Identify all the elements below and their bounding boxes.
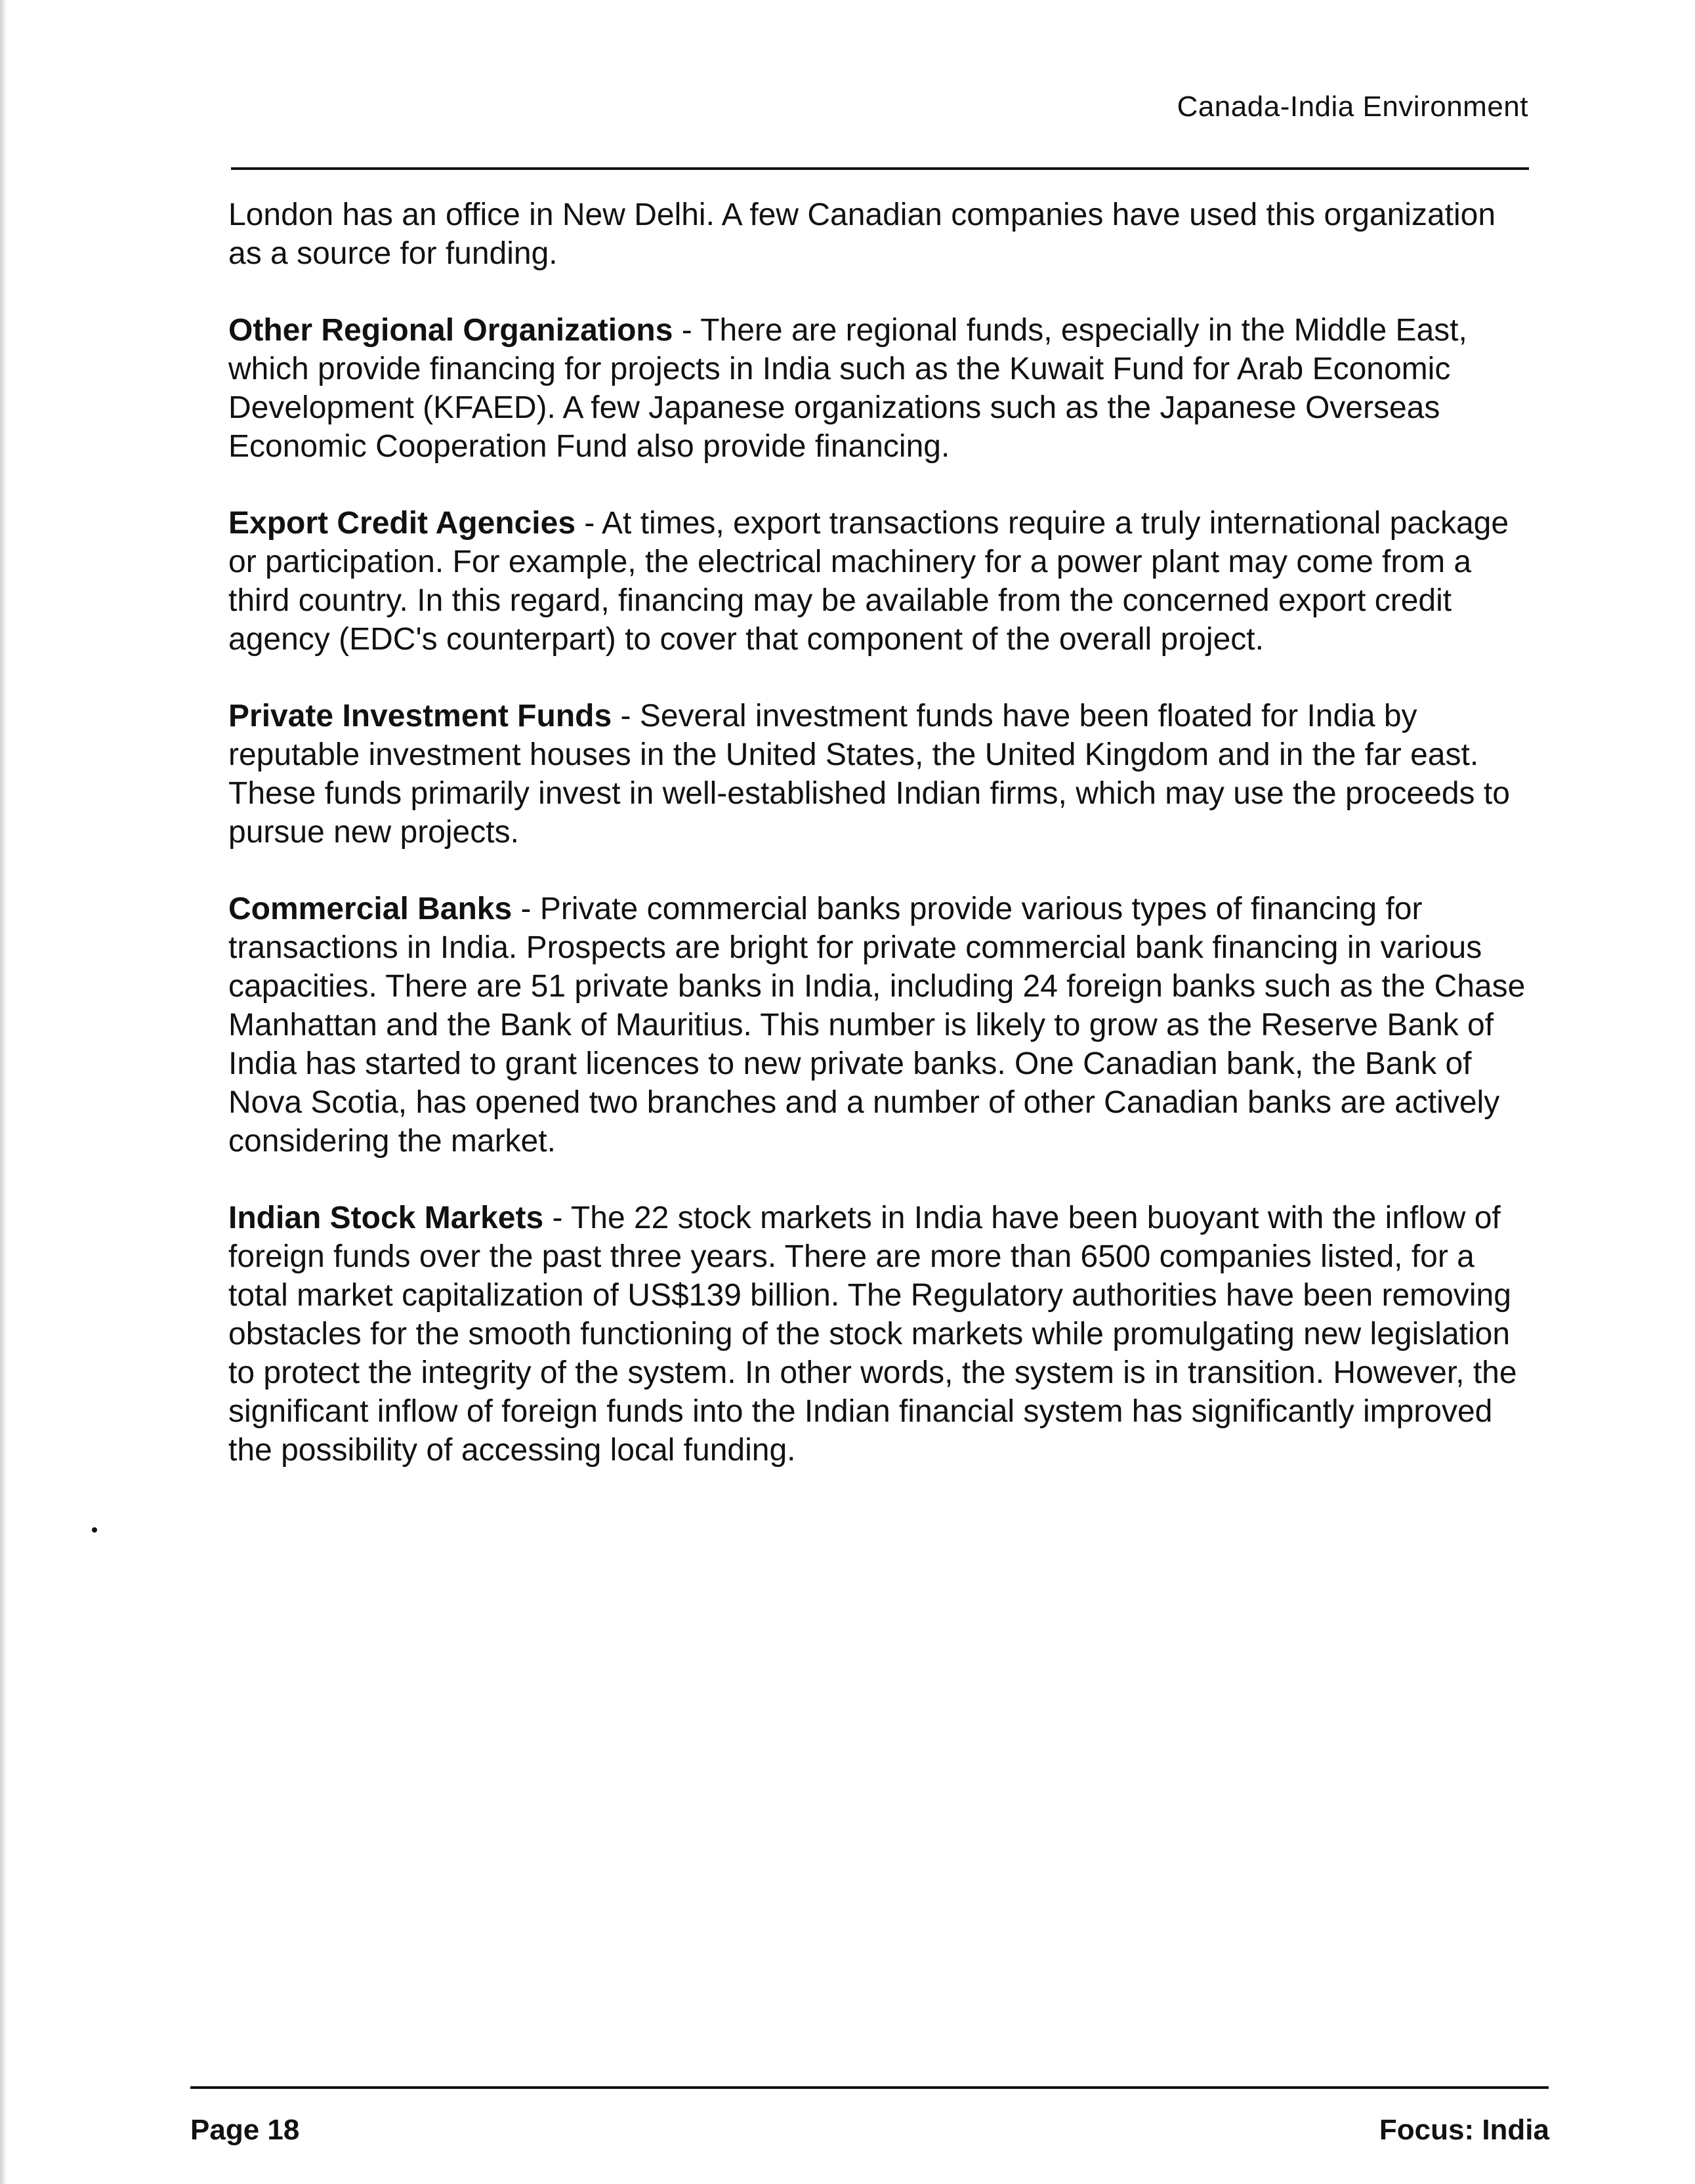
footer-rule xyxy=(190,2086,1549,2089)
paragraph-indian-stock-markets xyxy=(228,1199,1534,1470)
paragraph-heading: Commercial Banks xyxy=(228,892,513,926)
running-header: Canada-India Environment xyxy=(1177,91,1528,123)
paragraph-heading: Private Investment Funds xyxy=(228,699,612,733)
paragraph-export-credit-agencies xyxy=(228,504,1534,659)
paragraph-text: - At times, export transactions require a truly international package or participation. For example, the electrical machinery for a power plant may come from a third country. In this regard, financing may be available from the concerned export credit agency (EDC's counterpart) to cover that component of the overall project. xyxy=(228,506,1509,657)
header-rule xyxy=(231,167,1529,170)
body-text xyxy=(228,196,1534,1508)
paragraph-heading: Export Credit Agencies xyxy=(228,506,576,541)
paragraph-intro xyxy=(228,196,1534,273)
paragraph-text: - The 22 stock markets in India have been buoyant with the inflow of foreign funds over the past three years. There are more than 6500 companies listed, for a total market capitalization of US$139 billion. The Regulatory authorities have been removing obstacles for the smooth functioning of the stock markets while promulgating new legislation to protect the integrity of the system. In other words, the system is in transition. However, the significant inflow of foreign funds into the Indian financial system has significantly improved the possibility of accessing local funding. xyxy=(228,1201,1517,1468)
scan-edge xyxy=(0,0,7,2184)
paragraph-text: - Private commercial banks provide various types of financing for transactions in India. Prospects are bright for private commercial bank financing in various capacities. There are 51 private banks in India, including 24 foreign banks such as the Chase Manhattan and the Bank of Mauritius. This number is likely to grow as the Reserve Bank of India has started to grant licences to new private banks. One Canadian bank, the Bank of Nova Scotia, has opened two branches and a number of other Canadian banks are actively considering the market. xyxy=(228,892,1526,1159)
paragraph-private-investment-funds xyxy=(228,697,1534,852)
page-number: Page 18 xyxy=(190,2114,300,2146)
paragraph-commercial-banks xyxy=(228,890,1534,1161)
paragraph-heading: Indian Stock Markets xyxy=(228,1201,544,1235)
paragraph-intro-text: London has an office in New Delhi. A few Canadian companies have used this organization as a source for funding. xyxy=(228,197,1496,271)
footer-section-label: Focus: India xyxy=(1379,2114,1549,2146)
paragraph-other-regional-organizations xyxy=(228,311,1534,466)
scan-speck xyxy=(92,1527,97,1533)
paragraph-text: - Several investment funds have been floated for India by reputable investment houses in the United States, the United Kingdom and in the far east. These funds primarily invest in well-established Indian firms, which may use the proceeds to pursue new projects. xyxy=(228,699,1510,850)
paragraph-heading: Other Regional Organizations xyxy=(228,313,673,348)
paragraph-text: - There are regional funds, especially in the Middle East, which provide financing for projects in India such as the Kuwait Fund for Arab Economic Development (KFAED). A few Japanese organizations such as the Japanese Overseas Economic Cooperation Fund also provide financing. xyxy=(228,313,1467,464)
